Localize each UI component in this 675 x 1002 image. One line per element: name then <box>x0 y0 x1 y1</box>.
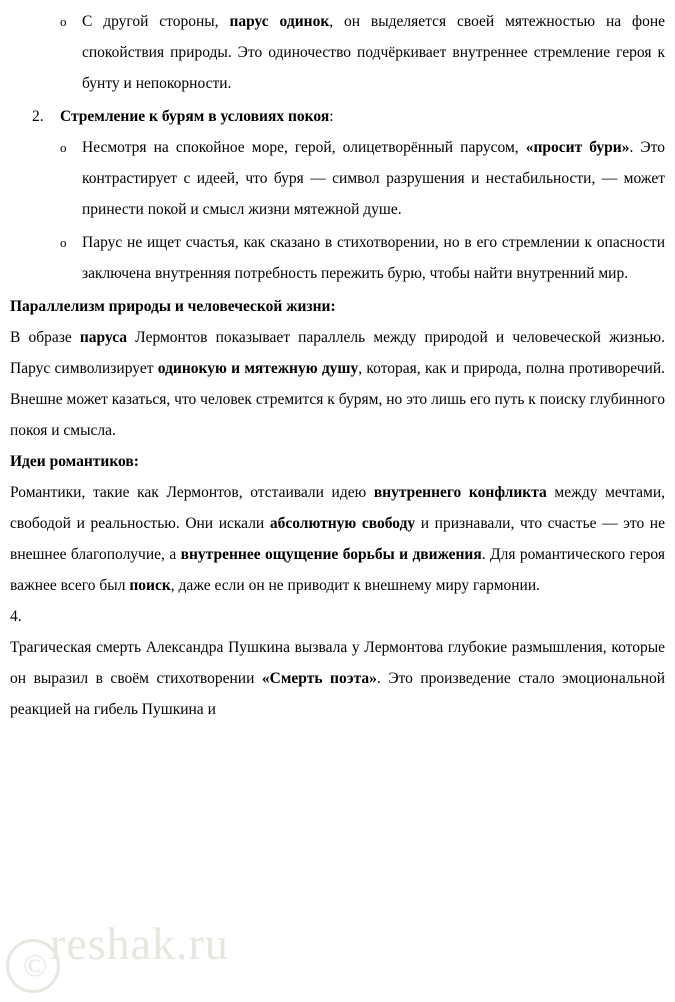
list-item <box>10 132 665 225</box>
body-text: Несмотря на спокойное море, герой, олицетворённый парусом, <box>82 139 526 156</box>
body-text: Лермонтов показывает параллель между природой и человеческой жизнью. Парус символизирует <box>10 329 666 377</box>
body-text: : <box>329 108 334 125</box>
paragraph <box>10 477 665 601</box>
body-text: и признавали, что счастье — это не внешнее благополучие, а <box>10 515 665 563</box>
body-text: Трагическая смерть Александра Пушкина вызвала у Лермонтова глубокие размышления, которые он выразил в своём стихотворении <box>10 639 665 687</box>
emphasis-text: внутреннего конфликта <box>373 484 547 501</box>
bullet-list <box>10 6 665 99</box>
list-number: 2. <box>32 108 44 125</box>
body-text: . Это контрастирует с идеей, что буря — символ разрушения и нестабильности, — может принести покой и смысл жизни мятежной душе. <box>82 139 665 218</box>
emphasis-text: Идеи романтиков: <box>10 453 139 470</box>
emphasis-text: Стремление к бурям в условиях покоя <box>60 108 330 125</box>
body-text: , он выделяется своей мятежностью на фоне спокойствия природы. Это одиночество подчёркивает внутреннее стремление героя к бунту и непокорности. <box>82 13 665 92</box>
body-text: С другой стороны, <box>82 13 230 30</box>
list-item <box>10 101 665 132</box>
list-item <box>10 227 665 289</box>
body-text: . Это произведение стало эмоциональной реакцией на гибель Пушкина и <box>10 670 665 718</box>
emphasis-text: абсолютную свободу <box>269 515 416 532</box>
watermark-text: reshak.ru <box>50 918 229 969</box>
body-text: , даже если он не приводит к внешнему миру гармонии. <box>170 577 541 594</box>
paragraph <box>10 632 665 725</box>
body-text: 4. <box>10 608 22 625</box>
body-text: В образе <box>10 329 80 346</box>
section-heading <box>10 446 665 477</box>
emphasis-text: «просит бури» <box>525 139 630 156</box>
body-text: между мечтами, свободой и реальностью. Они искали <box>10 484 665 532</box>
bullet-marker-icon: o <box>60 14 67 29</box>
emphasis-text: паруса <box>79 329 128 346</box>
section-heading <box>10 291 665 322</box>
body-text: . Для романтического героя важнее всего был <box>10 546 665 594</box>
bullet-marker-icon: o <box>60 140 67 155</box>
paragraph <box>10 322 665 446</box>
section-number <box>10 601 665 632</box>
list-item <box>10 6 665 99</box>
emphasis-text: «Смерть поэта» <box>261 670 377 687</box>
body-text: Романтики, такие как Лермонтов, отстаивали идею <box>10 484 374 501</box>
emphasis-text: поиск <box>129 577 171 594</box>
bullet-marker-icon: o <box>60 235 67 250</box>
body-text: , которая, как и природа, полна противоречий. Внешне может казаться, что человек стремится к бурям, но это лишь его путь к поиску глубинного покоя и смысла. <box>10 360 665 439</box>
watermark-copyright-glyph: © <box>23 947 48 983</box>
numbered-list <box>10 101 665 132</box>
watermark <box>6 913 229 983</box>
body-text: Парус не ищет счастья, как сказано в стихотворении, но в его стремлении к опасности заключена внутренняя потребность пережить бурю, чтобы найти внутренний мир. <box>82 234 665 282</box>
emphasis-text: парус одинок <box>229 13 330 30</box>
emphasis-text: одинокую и мятежную душу <box>157 360 359 377</box>
bullet-list <box>10 132 665 289</box>
emphasis-text: Параллелизм природы и человеческой жизни: <box>10 298 336 315</box>
emphasis-text: внутреннее ощущение борьбы и движения <box>180 546 482 563</box>
watermark-circle-icon <box>6 939 60 993</box>
